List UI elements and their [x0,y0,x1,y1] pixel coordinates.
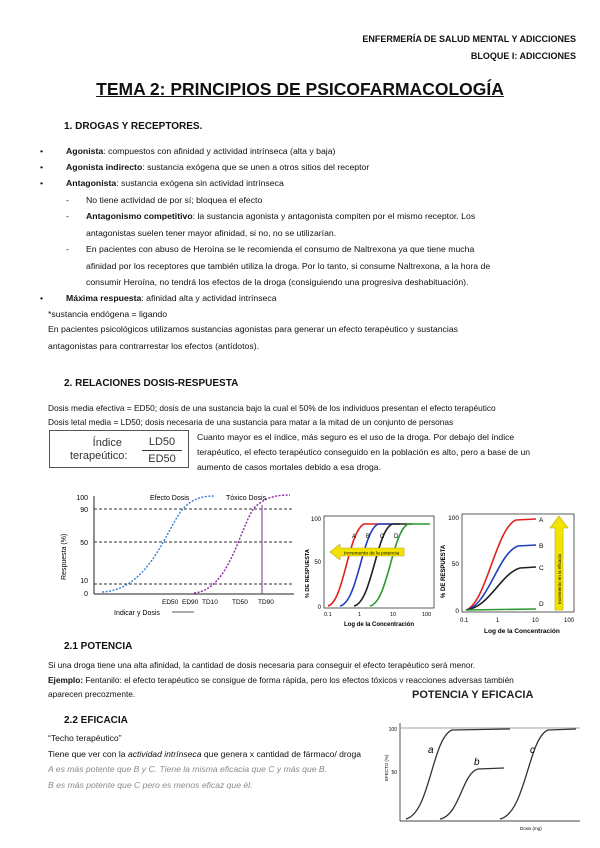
fig3-label-b: B [539,543,544,550]
fig2-label-c: C [380,534,385,540]
section-1-heading: 1. DROGAS Y RECEPTORES. [64,121,203,132]
fig3-ytick-0: 0 [455,608,459,615]
bullet-agonista: • Agonista: compuestos con afinidad y actividad intrínseca (alta y baja) [40,146,336,156]
note-ligando: *sustancia endógena = ligando [48,309,168,319]
formula-numerator: LD50 [148,436,176,448]
bullet-agonista-indirecto: • Agonista indirecto: sustancia exógena que se unen a otros sitios del receptor [40,162,370,172]
potencia-line1: Si una droga tiene una alta afinidad, la cantidad de dosis necesaria para conseguir el efecto terapéutico será menor. [48,660,476,670]
bullet-maxima-respuesta: • Máxima respuesta: afinidad alta y actividad intrínseca [40,293,277,303]
fig3-xtick-1: 1 [496,618,500,624]
section-2-1-heading: 2.1 POTENCIA [64,641,133,652]
fig2-label-d: D [394,534,399,540]
dash-item-3: - En pacientes con abuso de Heroína se le recomienda el consumo de Naltrexona ya que tiene mucha afinidad por los receptores que también utiliza la droga. Por lo tanto, si consume Naltrexona, a la hora de consumir Heroína, no tendrá los efectos de la droga (consiguiendo una progresiva deshabituación). [66,244,491,287]
eficacia-line1-b: actividad intrínseca [127,748,202,759]
ejemplo-term: Ejemplo: [48,674,84,685]
fig4-label-c: c [530,745,535,756]
text-dash-2-line1: : la sustancia agonista y antagonista compiten por el mismo receptor. Los [192,211,476,221]
fig2-xtick-0: 0.1 [324,612,332,618]
therapeutic-index-explanation [197,430,567,475]
fig4-ylabel: EFECTO (%) [384,754,389,781]
fig4-label-a: a [428,745,434,756]
fig1-label-effect: Efecto Dosis [150,495,190,502]
potencia-line3: aparecen precozmente. [48,689,136,699]
term-agonista: Agonista [66,146,104,156]
index-line1: Cuanto mayor es el índice, más seguro es el uso de la droga. Por debajo del índice [197,432,515,442]
paragraph-line1: En pacientes psicológicos utilizamos sustancias agonistas para generar un efecto terapéutico y sustancias [48,324,458,334]
potency-efficacy-chart [370,683,592,835]
text-dash-3-line1: En pacientes con abuso de Heroína se le recomienda el consumo de Naltrexona ya que tiene mucha [86,244,475,254]
potency-chart [300,512,440,630]
fig2-arrow-label: Incremento de la potencia [344,551,400,557]
fig2-xlabel: Log de la Concentración [344,622,415,628]
text-dash-1: No tiene actividad de por sí; bloquea el efecto [86,195,263,205]
term-agonista-indirecto: Agonista indirecto [66,162,143,172]
fig3-label-a: A [539,517,544,524]
eficacia-note-1: A es más potente que B y C. Tiene la misma eficacia que C y más que B. [48,764,328,774]
dash-item-1: - No tiene actividad de por sí; bloquea el efecto [66,195,263,205]
eficacia-line1-c: que genera x cantidad de fármaco/ droga [201,748,362,759]
eficacia-line1-a: Tiene que ver con la [48,748,128,759]
fig1-tick-50: 50 [80,540,88,547]
text-dash-2-line2: antagonistas suelen tener mayor afinidad, si no, no se utilizarían. [86,227,337,238]
fig3-curve-d [466,609,536,610]
fig1-x-td10: TD10 [202,599,218,606]
fig1-label-toxic: Tóxico Dosis [226,495,267,502]
fig1-x-td50: TD50 [232,599,248,606]
fig1-x-ed50: ED50 [162,599,179,606]
potencia-line2: Fentanilo: el efecto terapéutico se consigue de forma rápida, pero los efectos tóxicos y reacciones adversas también [83,674,514,685]
fig4-curve-a [406,729,510,819]
techo-terapeutico: “Techo terapéutico” [48,733,122,743]
definition-ld50: Dosis letal media = LD50; dosis necesaria de una sustancia para matar a la mitad de un conjunto de personas [48,417,454,427]
therapeutic-index-formula [49,430,189,468]
fig2-xtick-1: 1 [358,612,362,618]
fig1-xlabel: Indicar y Dosis [114,610,160,617]
section-1-paragraph [48,321,458,354]
paragraph-line2: antagonistas para contrarrestar los efectos (antídotos). [48,340,260,351]
index-line2: terapéutico, el efecto terapéutico conseguido en la población es alto, pero a base de un [197,447,531,457]
fig3-arrow-label: Incremento en la eficacia [557,553,562,604]
index-line3: aumento de casos mortales debido a esa droga. [197,462,381,472]
page-title: TEMA 2: PRINCIPIOS DE PSICOFARMACOLOGÍA [96,79,504,99]
fig4-ytick-50: 50 [391,770,397,776]
header-course: ENFERMERÍA DE SALUD MENTAL Y ADICCIONES [362,34,576,44]
fig1-effect-curve [102,496,214,592]
fig3-ylabel: % DE RESPUESTA [441,544,447,598]
fig1-tick-0: 0 [84,591,88,598]
term-antagonismo-competitivo: Antagonismo competitivo [86,211,193,221]
formula-label-1: Índice [92,437,122,449]
fig2-xtick-3: 100 [422,612,432,618]
fig2-xtick-2: 10 [390,612,397,618]
fig2-plot-area [324,516,434,608]
fig4-ytick-100: 100 [388,727,397,733]
fig3-ytick-100: 100 [448,515,459,522]
efficacy-chart [436,508,586,636]
section-2-2-heading: 2.2 EFICACIA [64,715,128,726]
fig2-ylabel: % DE RESPUESTA [305,549,311,598]
fig3-ytick-50: 50 [451,561,459,568]
fig3-xlabel: Log de la Concentración [484,628,560,635]
fig1-tick-90: 90 [80,507,88,514]
formula-denominator: ED50 [148,453,176,465]
text-antagonista: : sustancia exógena sin actividad intrínseca [116,178,284,188]
term-maxima-respuesta: Máxima respuesta [66,293,142,303]
fig4-curve-b [440,768,504,819]
bullet-antagonista: • Antagonista: sustancia exógena sin actividad intrínseca [40,178,284,188]
text-dash-3-line2: afinidad por los receptores que también utiliza la droga. Por lo tanto, si consume Naltrexona, a la hora de [86,260,491,271]
fig2-label-a: A [352,534,357,540]
fig1-x-ed90: ED90 [182,599,199,606]
text-dash-3-line3: consumir Heroína, no tendrá los efectos de la droga (consiguiendo una progresiva deshabituación). [86,277,469,287]
fig4-title: POTENCIA Y EFICACIA [412,689,534,701]
fig1-tick-10: 10 [80,578,88,585]
fig4-xlabel: Dosis (mg) [520,826,542,831]
text-agonista: : compuestos con afinidad y actividad intrínseca (alta y baja) [103,146,336,156]
fig3-xtick-0: 0.1 [460,618,469,624]
formula-label-2: terapeútico: [70,450,128,462]
section-2-heading: 2. RELACIONES DOSIS-RESPUESTA [64,378,239,389]
fig2-label-b: B [366,534,371,540]
definition-ed50: Dosis media efectiva = ED50; dosis de una sustancia bajo la cual el 50% de los individuos presentan el efecto terapéutico [48,403,496,413]
text-agonista-indirecto: : sustancia exógena que se unen a otros sitios del receptor [142,162,370,172]
fig3-xtick-2: 10 [532,618,539,624]
section-2-2-text [48,731,361,793]
fig2-ytick-100: 100 [310,517,321,523]
eficacia-note-2: B es más potente que C pero es menos eficaz que él. [48,779,253,790]
fig2-ytick-0: 0 [317,605,321,611]
definitions [48,401,496,429]
fig3-xtick-3: 100 [564,618,575,624]
fig2-ytick-50: 50 [314,560,321,566]
header-block: BLOQUE I: ADICCIONES [470,51,576,61]
fig1-x-td90: TD90 [258,599,274,606]
term-antagonista: Antagonista [66,178,117,188]
fig3-label-c: C [539,565,544,572]
fig1-toxic-curve [194,495,290,593]
fig4-curve-c [500,729,576,819]
fig3-label-d: D [539,601,544,608]
document-header [362,31,576,65]
text-maxima-respuesta: : afinidad alta y actividad intrínseca [141,293,277,303]
dose-response-chart [54,490,298,618]
dash-item-2: - Antagonismo competitivo: la sustancia agonista y antagonista compiten por el mismo receptor. Los antagonistas suelen tener mayor afinidad, si no, no se utilizarían. [66,211,476,238]
fig1-ylabel: Respuesta (%) [61,533,68,580]
fig1-tick-100: 100 [76,495,88,502]
fig2-curve-d [370,524,430,606]
fig4-label-b: b [474,757,480,768]
